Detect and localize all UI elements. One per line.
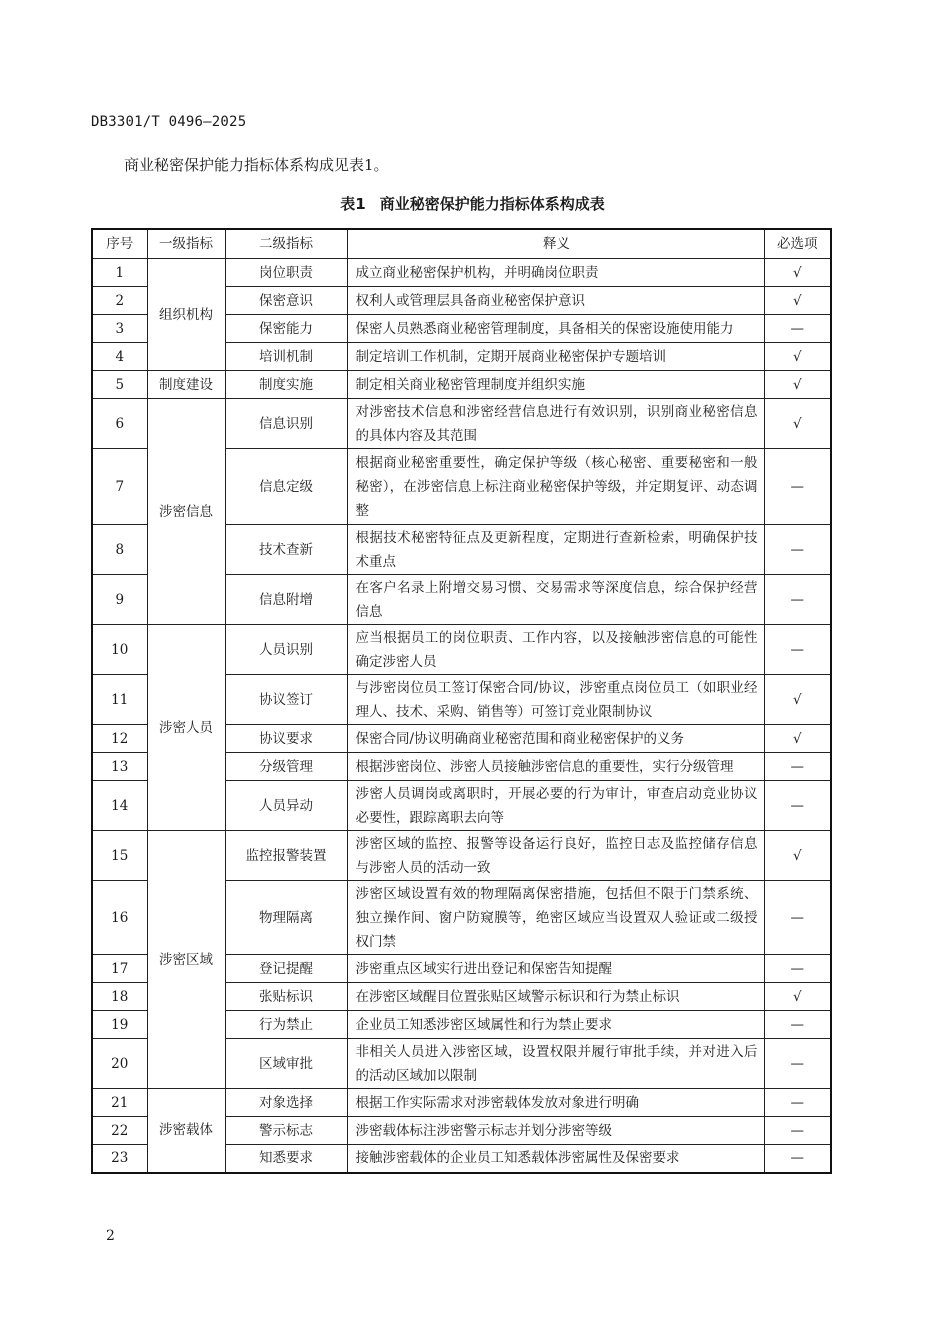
description-cell: 保密合同/协议明确商业秘密范围和商业秘密保护的义务 [347, 725, 764, 753]
description-cell: 保密人员熟悉商业秘密管理制度，具备相关的保密设施使用能力 [347, 315, 764, 343]
required-mark-cell: — [764, 781, 831, 831]
row-number-cell: 15 [92, 831, 147, 881]
description-cell: 涉密载体标注涉密警示标志并划分涉密等级 [347, 1117, 764, 1145]
row-number-cell: 16 [92, 881, 147, 955]
row-number-cell: 4 [92, 343, 147, 371]
required-mark-cell: — [764, 575, 831, 625]
required-mark-cell: — [764, 1145, 831, 1173]
level2-indicator-cell: 警示标志 [225, 1117, 347, 1145]
level2-indicator-cell: 保密意识 [225, 287, 347, 315]
level1-indicator-cell: 涉密信息 [147, 399, 225, 625]
row-number-cell: 22 [92, 1117, 147, 1145]
row-number-cell: 7 [92, 449, 147, 525]
header-cell-no: 序号 [92, 229, 147, 259]
level2-indicator-cell: 制度实施 [225, 371, 347, 399]
row-number-cell: 10 [92, 625, 147, 675]
description-cell: 涉密区域设置有效的物理隔离保密措施，包括但不限于门禁系统、独立操作间、窗户防窥膜等，绝密区域应当设置双人验证或二级授权门禁 [347, 881, 764, 955]
level2-indicator-cell: 物理隔离 [225, 881, 347, 955]
row-number-cell: 9 [92, 575, 147, 625]
table-row [92, 1089, 831, 1117]
row-number-cell: 3 [92, 315, 147, 343]
row-number-cell: 21 [92, 1089, 147, 1117]
description-cell: 涉密人员调岗或离职时，开展必要的行为审计，审查启动竞业协议必要性，跟踪离职去向等 [347, 781, 764, 831]
level2-indicator-cell: 信息附增 [225, 575, 347, 625]
required-mark-cell: — [764, 449, 831, 525]
level2-indicator-cell: 对象选择 [225, 1089, 347, 1117]
required-mark-cell: — [764, 1089, 831, 1117]
level2-indicator-cell: 张贴标识 [225, 983, 347, 1011]
required-mark-cell: — [764, 1039, 831, 1089]
row-number-cell: 1 [92, 259, 147, 287]
description-cell: 接触涉密载体的企业员工知悉载体涉密属性及保密要求 [347, 1145, 764, 1173]
description-cell: 在客户名录上附增交易习惯、交易需求等深度信息，综合保护经营信息 [347, 575, 764, 625]
page-number: 2 [106, 1228, 115, 1244]
required-mark-cell: — [764, 1117, 831, 1145]
level2-indicator-cell: 人员异动 [225, 781, 347, 831]
header-cell-required: 必选项 [764, 229, 831, 259]
level2-indicator-cell: 监控报警装置 [225, 831, 347, 881]
table-row [92, 371, 831, 399]
level2-indicator-cell: 信息定级 [225, 449, 347, 525]
row-number-cell: 14 [92, 781, 147, 831]
description-cell: 应当根据员工的岗位职责、工作内容，以及接触涉密信息的可能性确定涉密人员 [347, 625, 764, 675]
description-cell: 权利人或管理层具备商业秘密保护意识 [347, 287, 764, 315]
level2-indicator-cell: 登记提醒 [225, 955, 347, 983]
description-cell: 在涉密区域醒目位置张贴区域警示标识和行为禁止标识 [347, 983, 764, 1011]
table-row [92, 625, 831, 675]
level2-indicator-cell: 保密能力 [225, 315, 347, 343]
row-number-cell: 2 [92, 287, 147, 315]
level1-indicator-cell: 组织机构 [147, 259, 225, 371]
level2-indicator-cell: 信息识别 [225, 399, 347, 449]
required-mark-cell: √ [764, 371, 831, 399]
level2-indicator-cell: 行为禁止 [225, 1011, 347, 1039]
description-cell: 制定相关商业秘密管理制度并组织实施 [347, 371, 764, 399]
level1-indicator-cell: 涉密载体 [147, 1089, 225, 1173]
header-cell-level2: 二级指标 [225, 229, 347, 259]
level2-indicator-cell: 协议要求 [225, 725, 347, 753]
table-caption-number: 表1 [340, 195, 366, 213]
description-cell: 企业员工知悉涉密区域属性和行为禁止要求 [347, 1011, 764, 1039]
document-id: DB3301/T 0496—2025 [91, 114, 247, 130]
level2-indicator-cell: 人员识别 [225, 625, 347, 675]
description-cell: 涉密重点区域实行进出登记和保密告知提醒 [347, 955, 764, 983]
intro-paragraph: 商业秘密保护能力指标体系构成见表1。 [124, 156, 389, 174]
table-caption-title: 商业秘密保护能力指标体系构成表 [379, 195, 605, 213]
required-mark-cell: — [764, 625, 831, 675]
description-cell: 对涉密技术信息和涉密经营信息进行有效识别，识别商业秘密信息的具体内容及其范围 [347, 399, 764, 449]
required-mark-cell: — [764, 753, 831, 781]
description-cell: 涉密区域的监控、报警等设备运行良好，监控日志及监控储存信息与涉密人员的活动一致 [347, 831, 764, 881]
row-number-cell: 17 [92, 955, 147, 983]
description-cell: 与涉密岗位员工签订保密合同/协议，涉密重点岗位员工（如职业经理人、技术、采购、销售等）可签订竞业限制协议 [347, 675, 764, 725]
indicator-table [91, 228, 832, 1174]
required-mark-cell: √ [764, 831, 831, 881]
row-number-cell: 20 [92, 1039, 147, 1089]
required-mark-cell: √ [764, 287, 831, 315]
level1-indicator-cell: 制度建设 [147, 371, 225, 399]
row-number-cell: 12 [92, 725, 147, 753]
description-cell: 根据工作实际需求对涉密载体发放对象进行明确 [347, 1089, 764, 1117]
description-cell: 非相关人员进入涉密区域，设置权限并履行审批手续，并对进入后的活动区域加以限制 [347, 1039, 764, 1089]
required-mark-cell: — [764, 525, 831, 575]
level2-indicator-cell: 培训机制 [225, 343, 347, 371]
required-mark-cell: √ [764, 983, 831, 1011]
level2-indicator-cell: 区域审批 [225, 1039, 347, 1089]
row-number-cell: 13 [92, 753, 147, 781]
level2-indicator-cell: 知悉要求 [225, 1145, 347, 1173]
required-mark-cell: — [764, 315, 831, 343]
description-cell: 根据技术秘密特征点及更新程度，定期进行查新检索，明确保护技术重点 [347, 525, 764, 575]
table-row [92, 399, 831, 449]
table-body [92, 259, 831, 1173]
required-mark-cell: — [764, 955, 831, 983]
description-cell: 根据涉密岗位、涉密人员接触涉密信息的重要性，实行分级管理 [347, 753, 764, 781]
description-cell: 成立商业秘密保护机构，并明确岗位职责 [347, 259, 764, 287]
description-cell: 根据商业秘密重要性，确定保护等级（核心秘密、重要秘密和一般秘密），在涉密信息上标注商业秘密保护等级，并定期复评、动态调整 [347, 449, 764, 525]
header-cell-description: 释义 [347, 229, 764, 259]
table-caption [0, 193, 945, 214]
required-mark-cell: √ [764, 675, 831, 725]
required-mark-cell: √ [764, 343, 831, 371]
description-cell: 制定培训工作机制，定期开展商业秘密保护专题培训 [347, 343, 764, 371]
row-number-cell: 6 [92, 399, 147, 449]
level2-indicator-cell: 技术查新 [225, 525, 347, 575]
table-row [92, 259, 831, 287]
row-number-cell: 11 [92, 675, 147, 725]
row-number-cell: 23 [92, 1145, 147, 1173]
level2-indicator-cell: 协议签订 [225, 675, 347, 725]
required-mark-cell: — [764, 881, 831, 955]
header-cell-level1: 一级指标 [147, 229, 225, 259]
row-number-cell: 19 [92, 1011, 147, 1039]
table-header-row [92, 229, 831, 259]
level2-indicator-cell: 分级管理 [225, 753, 347, 781]
row-number-cell: 5 [92, 371, 147, 399]
level1-indicator-cell: 涉密人员 [147, 625, 225, 831]
level2-indicator-cell: 岗位职责 [225, 259, 347, 287]
row-number-cell: 18 [92, 983, 147, 1011]
required-mark-cell: — [764, 1011, 831, 1039]
row-number-cell: 8 [92, 525, 147, 575]
required-mark-cell: √ [764, 259, 831, 287]
level1-indicator-cell: 涉密区域 [147, 831, 225, 1089]
required-mark-cell: √ [764, 725, 831, 753]
table-row [92, 831, 831, 881]
required-mark-cell: √ [764, 399, 831, 449]
